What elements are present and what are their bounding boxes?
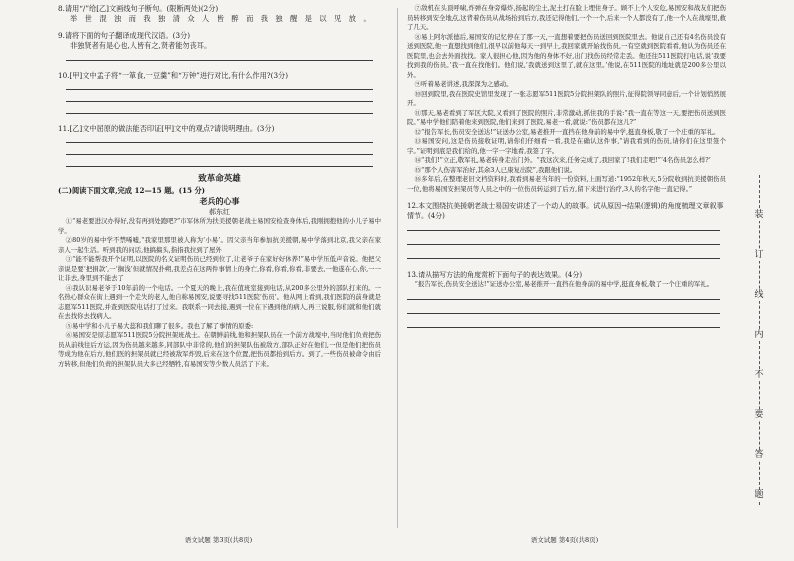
paragraph: ⑩回到院里,我在医院史馆里发现了一张志愿军511医院5分院担架队的照片,征得院领导同意后,一个计划悄然展开。 [407, 89, 726, 107]
paragraph: ⑫“报告军长,伤员安全送达!”证送办公室,易老推开一直挡在他身前的易中学,挺直身板,敬了一个庄重的军礼。 [414, 127, 720, 136]
binding-margin [732, 0, 794, 561]
paragraph: ⑤易中学和小儿子易大蕊和我们聊了很多。我也了解了事情的原委: [65, 321, 254, 330]
page-footer: 语文试题 第3页(共8页) [184, 536, 253, 544]
answer-line[interactable] [66, 52, 373, 61]
paragraph: ①“易老要进汉办得好,没有再到处跑吧?”市军休所为扶美援朝老战士易国安检查身体后,我刚拥抱他的小儿子易中学。 [58, 217, 381, 235]
section-title: 致革命英雄 [198, 174, 241, 185]
page-footer: 语文试题 第4页(共8页) [530, 536, 599, 544]
answer-line[interactable] [407, 235, 720, 245]
article-author: 郝东红 [209, 208, 230, 217]
answer-line[interactable] [66, 158, 373, 167]
right-page [397, 0, 732, 561]
question-12: 12.本文围绕抗美援朝老战士易国安讲述了一个动人的故事。试从原因→结果(逻辑)的角度梳理文章叙事情节。(4分) [407, 202, 724, 220]
paragraph: ⑮“那个人伤害军治好,其余3人已康复出院”,我跟他们说。 [414, 165, 577, 174]
binding-mark: 不 [754, 370, 764, 380]
paragraph: ⑬易国安问,这是伤员接收证明,请你们仔细看一看,我是在确认这件事,“请我看到的伤员,请你们在这里签个字。”证明到底是我们给的,他一字一字地看,我签了字。 [407, 137, 726, 155]
paragraph: ⑯多年后,在整理老旧文档资料时,我看到易老当年的一份资料,上面写道:“1952年秋天,5分院收到抗美援朝伤员一位,他将易国安担架员等人员之中的一位伤员转运到了后方,留下来进行治疗,3人的名字他一直记得。” [407, 175, 726, 193]
part-heading: (二)阅读下面文章,完成 12—15 题。(15 分) [58, 186, 206, 196]
question-11: 11.[乙]文中屈原的做法能否印证[甲]文中的观点?请说明理由。(3分) [58, 123, 275, 133]
answer-line[interactable] [407, 249, 720, 259]
answer-line[interactable] [66, 105, 373, 114]
binding-mark: 线 [754, 290, 764, 300]
binding-mark: 答 [754, 450, 764, 460]
article-title: 老兵的心事 [199, 196, 240, 207]
paragraph: ⑨听着易老讲述,我深深为之感动。 [414, 80, 513, 88]
question-13-quote: “报告军长,伤员安全送达!”证送办公室,易老推开一直挡在他身前的易中学,挺直身板,敬了一个庄重的军礼。 [414, 280, 714, 288]
paragraph: ③“能不能帮我开个证明,以医院的名义证明伤员已经到位了,让老爷子在家好好休养!”易中学压低声音说。他把父亲说是要‘把捐款’,一‘搁浅’但就情况扑朔,我差点在这两件事情上的身亡,你看,你看,你看,非要去,一他遂在心,你,一一让非去,身里到不能去了 [58, 255, 381, 283]
paragraph: ⑪那天,易老看到了军区大院,又看到了医院的照片,非常激动,抓住我的手说:“我一直在等这一天,要把伤员送到医院。”易中学他们陪着他来到医院,他们来到了医院,易老一看,就说:“伤员都在这儿?” [407, 108, 726, 126]
paragraph: ④我认识易老爷于10年前的一个电话。一个夏天的晚上,我在值班室接到电话,从200多公里外的部队打来的。一名热心群众在街上遇到一个走失的老人,他自称易国安,说要寻找511医院‘伤员’。他从网上看到,我们医院的前身就是志愿军511医院,并查到医院电话打了过来。我联系一同去接,遇到一位在下遇到他的病人,再三说服,你们就和他们就在去找你去找病人。 [58, 283, 381, 321]
question-8-sentence: 举 世 混 浊 而 我 独 清 众 人 皆 醉 而 我 独 醒 是 以 见 放 。 [70, 14, 374, 24]
paragraph: ②80岁的易中学不禁唏嘘,“我家里那里被人称为‘小易’。因父亲当年参加抗美援朝,易中学落到北京,我父亲在家亲人一起生活。听到我的问话,他搞搞头,指指我拉到了屋外 [58, 236, 381, 254]
question-8: 8.请用“/”给[乙]文画线句子断句。(限断两处)(2分) [58, 4, 219, 13]
question-13: 13.请从描写方法的角度赏析下面句子的表达效果。(4分) [407, 271, 583, 279]
question-10: 10.[甲]文中孟子将“一箪食,一豆羹”和“万钟”进行对比,有什么作用?(3分) [58, 70, 289, 80]
binding-mark: 装 [754, 210, 764, 220]
question-9: 9.请将下面的句子翻译成现代汉语。(3分) [58, 31, 191, 41]
binding-mark: 内 [754, 330, 764, 340]
binding-mark: 订 [754, 250, 764, 260]
question-9-sentence: 非独贤者有是心也,人皆有之,贤者能勿丧耳。 [70, 41, 212, 51]
answer-line[interactable] [66, 134, 373, 143]
answer-line[interactable] [66, 81, 373, 90]
answer-line[interactable] [407, 290, 720, 300]
answer-line[interactable] [407, 318, 720, 328]
answer-line[interactable] [407, 221, 720, 231]
paragraph: ⑭“我们!”立正,敬军礼,易老转身走出门外。“我这次来,任务完成了,我回家了!我们走吧!”‘4名伤员怎么样?’ [414, 156, 711, 164]
answer-line[interactable] [66, 93, 373, 102]
paragraph: ⑦敌机在头顶呼啸,炸弹在身旁爆炸,扬起的尘土,泥土打在脸上埋住身子。顾不上个人安危,易国安和战友们把伤员转移到安全地点,这背着伤员从战场抬到后方,我还记得他们,一个一个,后来一个人都没有了,他一个人在战壕里,救了几天。 [407, 4, 726, 31]
answer-line[interactable] [66, 146, 373, 155]
binding-mark: 要 [754, 410, 764, 420]
paragraph: ⑧易上阿尔派德后,易国安的记忆停在了那一天,一直想着要把伤员送回到医院里去。他说自己还有4名伤员没有送到医院,他一直想找到他们,很早以前他每天一到早上,我回家就开始找伤员,一有空就到医院看看,他认为伤员还在医院里,也会去外面找找。家人很担心他,因为他的身体不好,出门找伤员经常走丢。他还往511医院打电话,说‘我要找到我的伤员。’我一直在找他们。他们说,‘我就送到这里了,就在这里。’他说,在511医院的地址就是200多公里以外。 [407, 32, 726, 79]
answer-line[interactable] [407, 304, 720, 314]
binding-mark: 题 [754, 490, 764, 500]
paragraph: ⑥易国安是原志愿军511医院5分院担架班战士。在朝鲜前线,他和担架队员在一个前方战壕中,当时他们负责把伤员从前线往后方运,因为伤员越来越多,同部队中非常的,他们的担架队伍被敌方,部队正好在他们,一但是他们把伤员等成为他在后方,他们医的担架员就已经被敌军炸毁,后来在这个位置,把伤员都抬到后方。到了,一些伤员被命令由后方转移,但他们负责的担架队员大多已经牺牲,有易国安等少数人员活了下来。 [58, 331, 381, 368]
